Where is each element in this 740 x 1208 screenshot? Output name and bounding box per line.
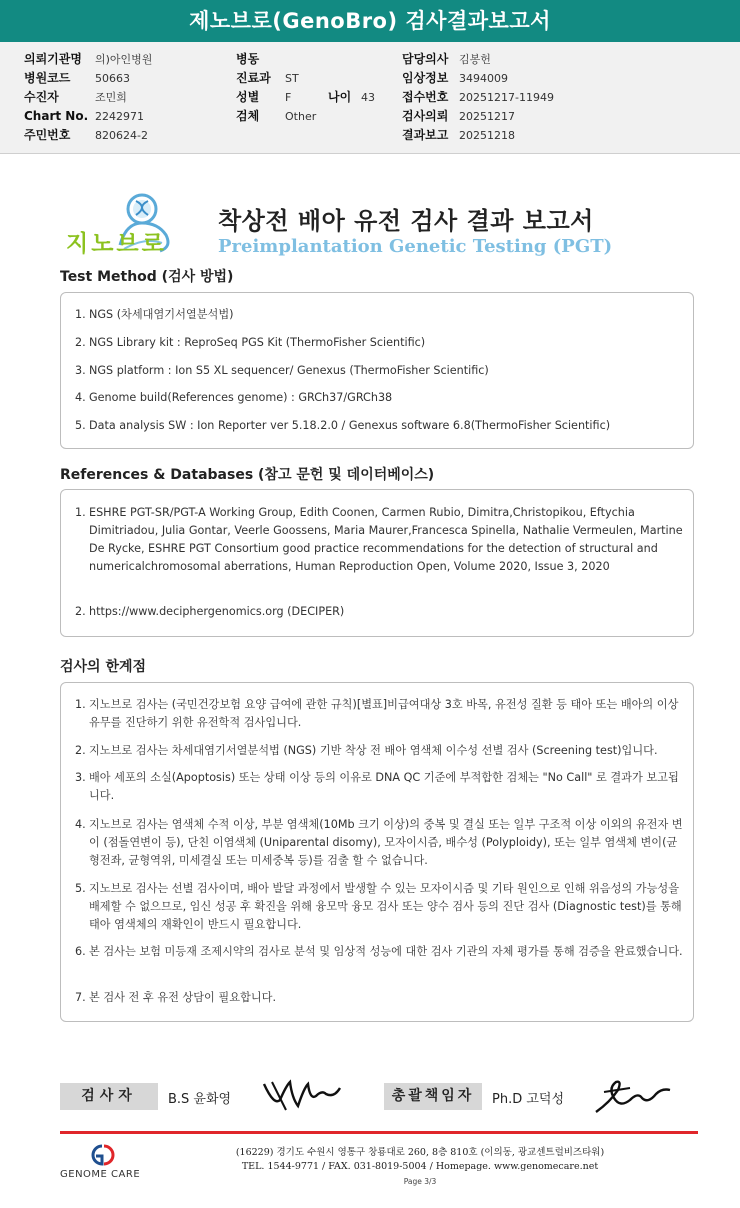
limitations-panel — [60, 682, 694, 1022]
examiner-name: B.S 윤화영 — [168, 1092, 232, 1107]
field-value: 조민희 — [95, 91, 127, 104]
test-method-heading: Test Method (검사 방법) — [60, 269, 234, 285]
list-item — [75, 504, 685, 576]
list-item — [75, 742, 685, 760]
item-number: 5. — [75, 882, 86, 895]
field-label: 나이 — [328, 90, 352, 104]
field-ward — [236, 50, 316, 69]
field-label: 결과보고 — [402, 128, 449, 142]
footer-address: (16229) 경기도 수원시 영통구 창룡대로 260, 8층 810호 (이의동, 광교센트럴비즈타워) — [235, 1147, 605, 1158]
footer-divider — [60, 1131, 698, 1134]
item-text: Data analysis SW : Ion Reporter ver 5.18.2.0 / Genexus software 6.8(ThermoFisher Scientific) — [89, 419, 611, 432]
field-label: 진료과 — [236, 71, 271, 85]
footer-contact: TEL. 1544-9771 / FAX. 031-8019-5004 / Homepage. www.genomecare.net — [241, 1161, 599, 1172]
list-item — [75, 943, 685, 961]
field-value: 3494009 — [459, 72, 508, 85]
field-value: 2242971 — [95, 110, 144, 123]
item-text: 지노브로 검사는 차세대염기서열분석법 (NGS) 기반 착상 전 배아 염색체 이수성 선별 검사 (Screening test)입니다. — [89, 744, 658, 757]
field-physician — [402, 50, 554, 69]
field-requesting-institution — [24, 50, 152, 69]
field-patient-name — [24, 88, 152, 107]
field-result-report-date — [402, 126, 554, 145]
field-value: F — [285, 91, 292, 104]
patient-info-column-4 — [402, 50, 554, 145]
field-value: 20251218 — [459, 129, 515, 142]
list-item — [75, 306, 685, 324]
field-label: 수진자 — [24, 90, 59, 104]
patient-info-panel — [0, 42, 740, 154]
genobro-logo — [62, 193, 182, 255]
item-number: 3. — [75, 364, 86, 377]
genome-care-icon — [82, 1142, 124, 1168]
field-label: 의뢰기관명 — [24, 52, 82, 66]
field-value: Other — [285, 110, 317, 123]
footer-company-name: GENOME CARE — [60, 1169, 141, 1180]
patient-info-column-2 — [236, 50, 316, 126]
item-text: Genome build(References genome) : GRCh37/GRCh38 — [89, 391, 393, 404]
item-text: 지노브로 검사는 염색체 수적 이상, 부분 염색체(10Mb 크기 이상)의 중복 및 결실 또는 일부 구조적 이상 이외의 유전자 변이 (점돌연변이 등), 단친 이염색체 (Uniparental disomy), 모자이시즘, 배수성 (Polyploidy), 또는 일부 염색체 변이(균형전좌, 균형역위, 미세결실 또는 미세중복 등)를 검출 할 수 없습니다. — [89, 818, 683, 867]
field-value: 43 — [361, 91, 375, 104]
item-text: 지노브로 검사는 (국민건강보험 요양 급여에 관한 규칙)[별표]비급여대상 3호 바목, 유전성 질환 등 태아 또는 배아의 이상 유무를 진단하기 위한 유전학적 검사입니다. — [89, 698, 679, 729]
list-item — [75, 417, 685, 435]
item-text: https://www.deciphergenomics.org (DECIPER) — [89, 605, 345, 618]
examiner-signature-icon — [260, 1076, 342, 1114]
field-label: 검체 — [236, 109, 260, 123]
field-sex — [236, 88, 316, 107]
item-text: 본 검사 전 후 유전 상담이 필요합니다. — [89, 991, 277, 1004]
item-number: 3. — [75, 771, 86, 784]
field-resident-number — [24, 126, 152, 145]
list-item — [75, 769, 685, 805]
field-label: 접수번호 — [402, 90, 449, 104]
list-item — [75, 989, 685, 1007]
item-number: 2. — [75, 605, 86, 618]
list-item — [75, 603, 685, 621]
field-department — [236, 69, 316, 88]
item-number: 2. — [75, 744, 86, 757]
field-value: 820624-2 — [95, 129, 148, 142]
list-item — [75, 389, 685, 407]
references-heading: References & Databases (참고 문헌 및 데이터베이스) — [60, 467, 435, 483]
item-text: NGS platform : Ion S5 XL sequencer/ Genexus (ThermoFisher Scientific) — [89, 364, 489, 377]
field-receipt-number — [402, 88, 554, 107]
director-signature-icon — [590, 1074, 674, 1118]
field-specimen — [236, 107, 316, 126]
field-value: 김봉헌 — [459, 53, 491, 66]
field-value: 의)아인병원 — [95, 53, 153, 66]
references-panel — [60, 489, 694, 637]
item-number: 1. — [75, 308, 86, 321]
patient-info-column-3 — [328, 88, 375, 107]
director-label: 총괄책임자 — [384, 1083, 482, 1110]
page-number: Page 3/3 — [403, 1177, 437, 1186]
item-number: 1. — [75, 506, 86, 519]
limitations-heading: 검사의 한계점 — [60, 659, 147, 675]
field-value: 20251217-11949 — [459, 91, 554, 104]
item-text: 본 검사는 보험 미등재 조제시약의 검사로 분석 및 임상적 성능에 대한 검사 기관의 자체 평가를 통해 검증을 완료했습니다. — [89, 945, 683, 958]
director-name: Ph.D 고덕성 — [492, 1092, 565, 1107]
field-hospital-code — [24, 69, 152, 88]
field-label: 담당의사 — [402, 52, 449, 66]
field-label: 검사의뢰 — [402, 109, 449, 123]
field-label: 병원코드 — [24, 71, 71, 85]
field-chart-no — [24, 107, 152, 126]
item-text: ESHRE PGT-SR/PGT-A Working Group, Edith Coonen, Carmen Rubio, Dimitra,Christopikou, Eftychia Dimitriadou, Julia Gontar, Veerle Goossens, Maria Maurer,Francesca Spinella, Nathalie Vermeulen, Martine De Rycke, ESHRE PGT Consortium good practice recommendations for the detection of structural and numericalchromosomal aberrations, Human Reproduction Open, Volume 2020, Issue 3, 2020 — [89, 506, 683, 573]
item-number: 5. — [75, 419, 86, 432]
test-method-panel — [60, 292, 694, 449]
field-value: ST — [285, 72, 299, 85]
list-item — [75, 880, 685, 934]
item-text: 지노브로 검사는 선별 검사이며, 배아 발달 과정에서 발생할 수 있는 모자이시즘 및 기타 원인으로 인해 위음성의 가능성을 배제할 수 없으므로, 임신 성공 후 확진을 위해 융모막 융모 검사 또는 양수 검사 등의 진단 검사 (Diagnostic test)를 통해 태아 염색체의 재확인이 반드시 필요합니다. — [89, 882, 682, 931]
field-label: 임상정보 — [402, 71, 449, 85]
examiner-label: 검사자 — [60, 1083, 158, 1110]
logo-text: 지노브로 — [66, 231, 167, 257]
list-item — [75, 816, 685, 870]
field-value: 50663 — [95, 72, 130, 85]
report-header-title: 제노브로(GenoBro) 검사결과보고서 — [0, 0, 740, 42]
signature-row — [60, 1082, 700, 1112]
field-label: 주민번호 — [24, 128, 71, 142]
item-number: 4. — [75, 391, 86, 404]
item-number: 7. — [75, 991, 86, 1004]
field-test-request-date — [402, 107, 554, 126]
item-text: 배아 세포의 소실(Apoptosis) 또는 상태 이상 등의 이유로 DNA QC 기준에 부적합한 검체는 "No Call" 로 결과가 보고됩니다. — [89, 771, 679, 802]
item-number: 6. — [75, 945, 86, 958]
list-item — [75, 362, 685, 380]
item-number: 4. — [75, 818, 86, 831]
footer-address-block — [200, 1146, 640, 1174]
report-title-english: Preimplantation Genetic Testing (PGT) — [218, 236, 613, 257]
item-number: 1. — [75, 698, 86, 711]
list-item — [75, 696, 685, 732]
field-clinical-info — [402, 69, 554, 88]
list-item — [75, 334, 685, 352]
patient-info-column-1 — [24, 50, 152, 145]
item-text: NGS Library kit : ReproSeq PGS Kit (ThermoFisher Scientific) — [89, 336, 426, 349]
field-label: Chart No. — [24, 109, 89, 123]
report-title-korean: 착상전 배아 유전 검사 결과 보고서 — [218, 207, 594, 235]
field-age — [328, 88, 375, 107]
field-label: 성별 — [236, 90, 260, 104]
field-label: 병동 — [236, 52, 260, 66]
item-text: NGS (차세대염기서열분석법) — [89, 308, 234, 321]
item-number: 2. — [75, 336, 86, 349]
field-value: 20251217 — [459, 110, 515, 123]
